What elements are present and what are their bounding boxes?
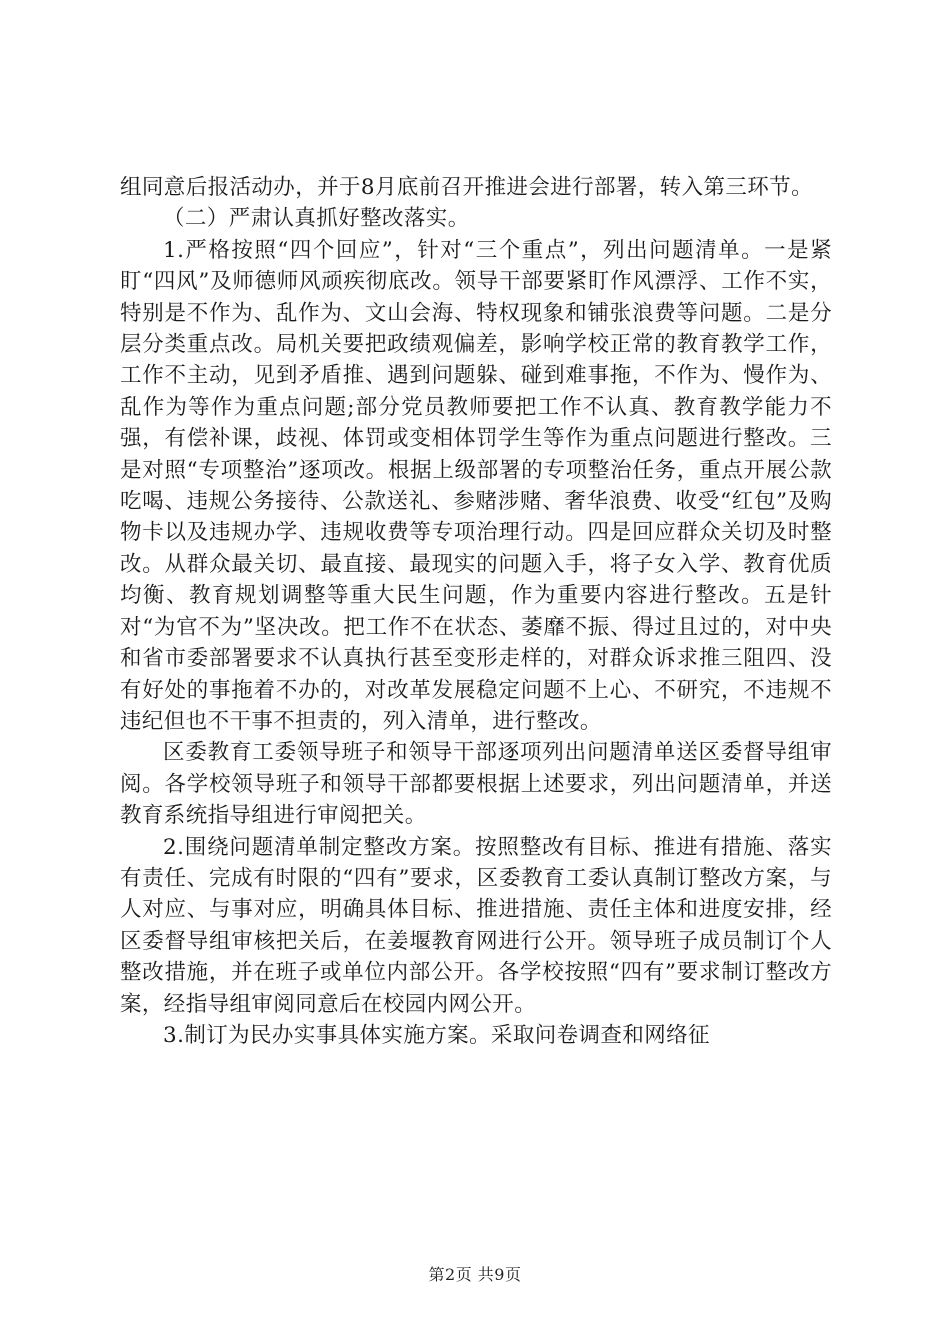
paragraph-3-item-1: 1.严格按照“四个回应”，针对“三个重点”，列出问题清单。一是紧盯“四风”及师德师风顽疾彻底改。领导干部要紧盯作风漂浮、工作不实，特别是不作为、乱作为、文山会海、特权现象和铺张浪费等问题。二是分层分类重点改。局机关要把政绩观偏差，影响学校正常的教育教学工作，工作不主动，见到矛盾推、遇到问题躲、碰到难事拖，不作为、慢作为、乱作为等作为重点问题;部分党员教师要把工作不认真、教育教学能力不强，有偿补课，歧视、体罚或变相体罚学生等作为重点问题进行整改。三是对照“专项整治”逐项改。根据上级部署的专项整治任务，重点开展公款吃喝、违规公务接待、公款送礼、参赌涉赌、奢华浪费、收受“红包”及购物卡以及违规办学、违规收费等专项治理行动。四是回应群众关切及时整改。从群众最关切、最直接、最现实的问题入手，将子女入学、教育优质均衡、教育规划调整等重大民生问题，作为重要内容进行整改。五是针对“为官不为”坚决改。把工作不在状态、萎靡不振、得过且过的，对中央和省市委部署要求不认真执行甚至变形走样的，对群众诉求推三阻四、没有好处的事拖着不办的，对改革发展稳定问题不上心、不研究，不违规不违纪但也不干事不担责的，列入清单，进行整改。 xyxy=(120,237,832,734)
paragraph-6-item-3: 3.制订为民办实事具体实施方案。采取问卷调查和网络征 xyxy=(163,1022,710,1048)
paragraph-1: 组同意后报活动办，并于8月底前召开推进会进行部署，转入第三环节。 xyxy=(120,175,813,200)
paragraph-4: 区委教育工委领导班子和领导干部逐项列出问题清单送区委督导组审阅。各学校领导班子和领导干部都要根据上述要求，列出问题清单，并送教育系统指导组进行审阅把关。 xyxy=(120,740,832,829)
paragraph-2-section-heading: （二）严肃认真抓好整改落实。 xyxy=(163,206,470,232)
paragraph-5-item-2: 2.围绕问题清单制定整改方案。按照整改有目标、推进有措施、落实有责任、完成有时限的“四有”要求，区委教育工委认真制订整改方案，与人对应、与事对应，明确具体目标、推进措施、责任主体和进度安排，经区委督导组审核把关后，在姜堰教育网进行公开。领导班子成员制订个人整改措施，并在班子或单位内部公开。各学校按照“四有”要求制订整改方案，经指导组审阅同意后在校园内网公开。 xyxy=(120,834,832,1017)
page-footer: 第2页 共9页 xyxy=(428,1265,522,1284)
document-body xyxy=(120,172,832,1051)
